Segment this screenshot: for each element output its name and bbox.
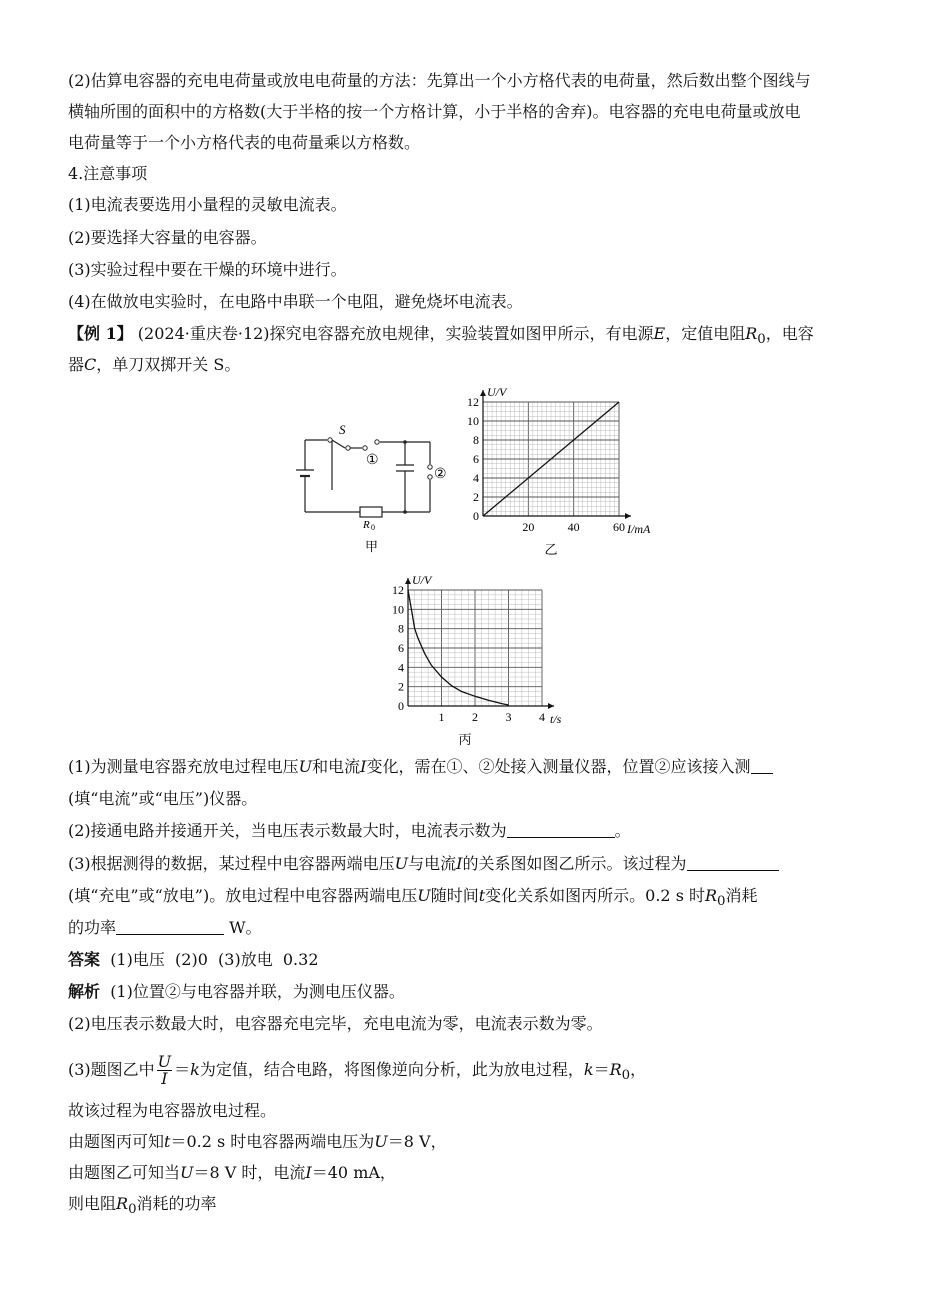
junction-bottom: [403, 510, 407, 514]
symbol-R: R: [745, 324, 758, 343]
analysis3-R-sub: 0: [621, 1068, 631, 1084]
analysis6-text-b: ＝8 V 时，电流: [193, 1163, 306, 1182]
q2-end: 。: [614, 821, 631, 840]
analysis6-text-a: 由题图乙可知当: [68, 1163, 181, 1182]
q3-symbol-U2: U: [417, 886, 431, 905]
example-intro-1: [68, 323, 888, 351]
question-1-line-2: (填“电流”或“电压”)仪器。: [68, 789, 258, 808]
y-tick-label: 0: [473, 509, 479, 523]
analysis5-U: U: [374, 1132, 388, 1151]
chart-bing-caption: 丙: [458, 732, 472, 747]
q1-text-a: (1)为测量电容器充放电过程电压: [68, 757, 299, 776]
y-tick-label: 2: [398, 679, 404, 694]
analysis7-R: R: [116, 1194, 129, 1213]
example2-text-b: ，单刀双掷开关 S。: [96, 355, 241, 374]
resistor-label: R: [363, 519, 370, 531]
q3-process-blank[interactable]: [687, 854, 779, 871]
x-tick-label: 4: [539, 710, 545, 724]
y-tick-label: 6: [473, 452, 479, 466]
analysis-line-3: [68, 1053, 888, 1093]
fraction-U-over-I: [157, 1054, 172, 1087]
note-3: (3)实验过程中要在干燥的环境中进行。: [68, 260, 347, 279]
example-text-b: ，定值电阻: [665, 324, 746, 343]
analysis-line-4: 故该过程为电容器放电过程。: [68, 1101, 277, 1120]
analysis3-text-a: (3)题图乙中: [68, 1060, 155, 1079]
chart-bing-xlabel: t/s: [550, 712, 562, 726]
y-tick-label: 0: [398, 699, 404, 713]
chart-yi-ylabel: U/V: [487, 385, 507, 399]
q3-symbol-R: R: [705, 886, 718, 905]
analysis6-text-c: ＝40 mA，: [311, 1163, 396, 1182]
note-4: (4)在做放电实验时，在电路中串联一个电阻，避免烧坏电流表。: [68, 292, 523, 311]
analysis3-eq: ＝: [174, 1060, 191, 1079]
x-axis-arrow: [548, 703, 554, 709]
y-tick-label: 10: [392, 602, 404, 617]
answer-label: 答案: [68, 950, 101, 969]
circuit-diagram: [290, 420, 460, 555]
chart-bing-ylabel: U/V: [412, 573, 432, 587]
data-line: [408, 590, 509, 705]
fraction-numerator: U: [157, 1052, 172, 1071]
symbol-E: E: [653, 324, 666, 343]
paragraph-estimate-3: 电荷量等于一个小方格代表的电荷量乘以方格数。: [68, 133, 421, 152]
q3-text-b: 与电流: [408, 854, 457, 873]
analysis-line-6: [68, 1162, 888, 1184]
x-tick-label: 60: [613, 520, 625, 534]
answer-text: (1)电压 (2)0 (3)放电 0.32: [100, 950, 319, 969]
analysis3-k: k: [190, 1060, 200, 1079]
analysis3-R: R: [609, 1060, 622, 1079]
q3-text-d: (填“充电”或“放电”)。放电过程中电容器两端电压: [68, 886, 418, 905]
x-tick-label: 2: [472, 710, 478, 724]
y-tick-label: 4: [398, 660, 404, 675]
resistor-label-sub: 0: [371, 523, 375, 532]
y-axis-arrow: [480, 390, 486, 396]
q3-symbol-U: U: [394, 854, 409, 873]
question-3-line-1: [68, 853, 888, 875]
note-2: (2)要选择大容量的电容器。: [68, 228, 267, 247]
terminal-1-left: [363, 446, 367, 450]
symbol-R-sub: 0: [757, 332, 766, 348]
q3-text-h: 的功率: [68, 918, 117, 937]
y-tick-label: 8: [398, 621, 404, 636]
y-tick-label: 2: [473, 490, 479, 504]
q3-unit: W。: [224, 918, 262, 937]
analysis-line-2: (2)电压表示数最大时，电容器充电完毕，充电电流为零，电流表示数为零。: [68, 1014, 603, 1033]
analysis-line-5: [68, 1131, 888, 1153]
q3-symbol-t: t: [478, 886, 486, 905]
y-tick-label: 4: [473, 471, 479, 485]
y-tick-label: 6: [398, 641, 404, 655]
analysis-label: 解析: [68, 982, 101, 1001]
question-1-line-1: [68, 756, 888, 778]
analysis7-text-a: 则电阻: [68, 1194, 117, 1213]
junction-top: [403, 440, 407, 444]
analysis5-text-c: ＝8 V，: [387, 1132, 447, 1151]
symbol-C: C: [84, 355, 97, 374]
analysis7-R-sub: 0: [128, 1202, 137, 1218]
q1-answer-blank[interactable]: [751, 757, 773, 774]
analysis3-eq2: ＝: [593, 1060, 610, 1079]
heading-notes: 4.注意事项: [68, 164, 148, 183]
analysis6-I: I: [305, 1163, 312, 1182]
position-2-label: ②: [434, 467, 447, 482]
chart-yi-xlabel: I/mA: [627, 522, 651, 536]
question-3-line-3: [68, 917, 888, 939]
x-tick-label: 1: [438, 710, 445, 724]
q1-symbol-I: I: [360, 757, 367, 776]
example-tag: 【例 1】: [68, 324, 133, 343]
q3-power-blank[interactable]: [116, 918, 224, 935]
x-tick-label: 40: [567, 520, 580, 534]
resistor-R0: [360, 507, 382, 517]
example-text-c: ，电容: [765, 324, 814, 343]
y-tick-label: 12: [392, 583, 404, 597]
answer-line: [68, 949, 888, 971]
switch-contact: [346, 446, 350, 450]
y-tick-label: 12: [467, 395, 479, 409]
q2-text: (2)接通电路并接通开关，当电压表示数最大时，电流表示数为: [68, 821, 507, 840]
analysis-line-7: [68, 1193, 888, 1221]
switch-blade: [332, 440, 345, 448]
analysis5-text-a: 由题图丙可知: [68, 1132, 165, 1151]
example2-text-a: 器: [68, 355, 85, 374]
question-2: [68, 820, 888, 842]
analysis5-text-b: ＝0.2 s 时电容器两端电压为: [170, 1132, 375, 1151]
analysis-text-1: (1)位置②与电容器并联，为测电压仪器。: [100, 982, 405, 1001]
chart-yi-ticks: [467, 395, 625, 534]
analysis3-text-c: 为定值，结合电路，将图像逆向分析，此为放电过程，: [199, 1060, 584, 1079]
chart-bing: [380, 568, 580, 748]
analysis7-text-b: 消耗的功率: [136, 1194, 217, 1213]
chart-bing-grid: [408, 590, 542, 706]
terminal-2-bottom: [428, 475, 432, 479]
chart-bing-axes: [405, 578, 554, 709]
question-3-line-2: [68, 885, 888, 913]
switch-label: S: [339, 422, 346, 437]
example-text-a: (2024·重庆卷·12)探究电容器充放电规律，实验装置如图甲所示，有电源: [132, 324, 654, 343]
analysis6-U: U: [180, 1163, 194, 1182]
q3-text-f: 变化关系如图丙所示。0.2 s 时: [485, 886, 705, 905]
example-intro-2: [68, 354, 888, 376]
q3-symbol-R-sub: 0: [717, 894, 726, 910]
q3-text-g: 消耗: [725, 886, 758, 905]
circuit-caption: 甲: [365, 539, 379, 554]
x-tick-label: 3: [505, 710, 512, 724]
chart-yi-caption: 乙: [544, 542, 558, 557]
chart-bing-series: [408, 590, 509, 705]
y-tick-label: 10: [467, 414, 479, 428]
x-tick-label: 20: [522, 520, 535, 534]
analysis-line-1: [68, 981, 888, 1003]
q1-text-c: 变化，需在①、②处接入测量仪器，位置②应该接入测: [366, 757, 751, 776]
q2-answer-blank[interactable]: [507, 821, 615, 838]
q3-symbol-I: I: [456, 854, 463, 873]
position-1-label: ①: [366, 453, 379, 468]
paragraph-estimate-1: (2)估算电容器的充电电荷量或放电电荷量的方法：先算出一个小方格代表的电荷量，然后数出整个图线与: [68, 71, 811, 90]
analysis5-t: t: [164, 1132, 171, 1151]
y-tick-label: 8: [473, 433, 479, 447]
fraction-denominator: I: [161, 1069, 168, 1088]
analysis3-end: ，: [630, 1060, 647, 1079]
terminal-2-top: [428, 465, 432, 469]
terminal-1-right: [375, 440, 379, 444]
y-axis-arrow: [405, 578, 411, 584]
q3-text-c: 的关系图如图乙所示。该过程为: [462, 854, 687, 873]
paragraph-estimate-2: 横轴所围的面积中的方格数(大于半格的按一个方格计算，小于半格的舍弃)。电容器的充电电荷量或放电: [68, 102, 801, 121]
q3-text-e: 随时间: [430, 886, 479, 905]
analysis3-k2: k: [583, 1060, 594, 1079]
q3-text-a: (3)根据测得的数据，某过程中电容器两端电压: [68, 854, 395, 873]
chart-yi: [455, 382, 675, 557]
x-axis-arrow: [625, 513, 631, 519]
switch-pivot: [328, 438, 332, 442]
q1-text-b: 和电流: [312, 757, 361, 776]
q1-symbol-U: U: [298, 757, 313, 776]
note-1: (1)电流表要选用小量程的灵敏电流表。: [68, 195, 347, 214]
